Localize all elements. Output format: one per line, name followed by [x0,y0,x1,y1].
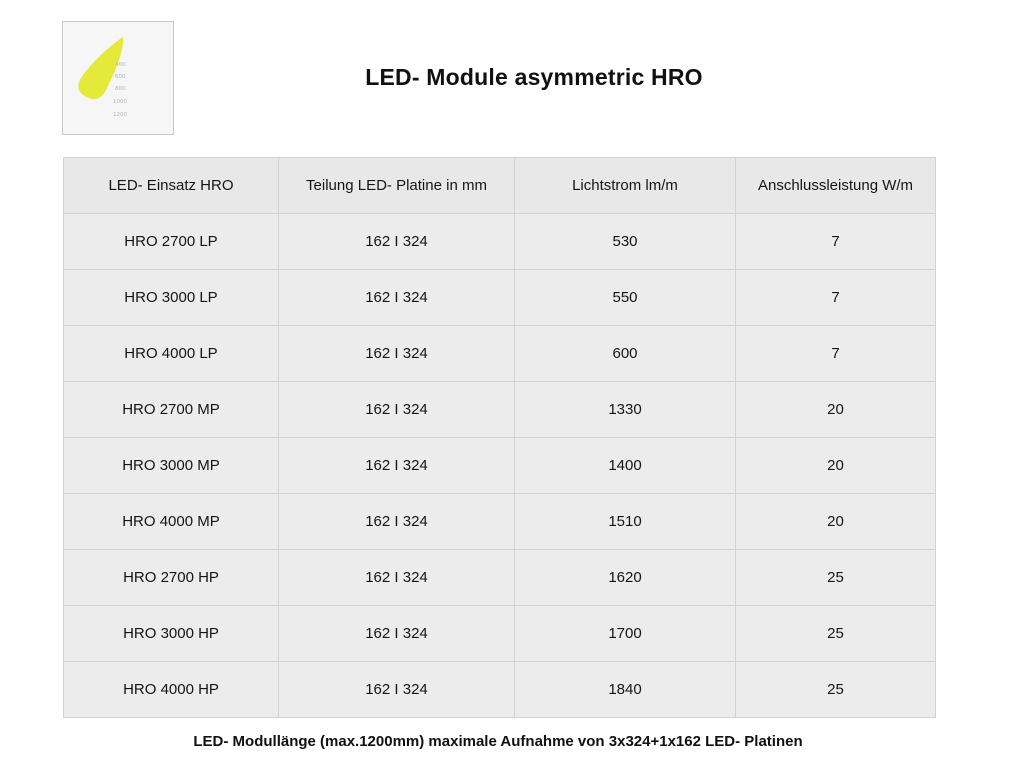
thumbnail-label-800: 800 [115,86,126,92]
table-cell: 20 [736,494,936,550]
table-cell: 25 [736,550,936,606]
table-cell: 162 I 324 [279,550,515,606]
thumbnail-label-1000: 1000 [113,99,127,105]
table-cell: 1510 [515,494,736,550]
column-header-anschlussleistung: Anschlussleistung W/m [736,158,936,214]
table-cell: 1400 [515,438,736,494]
table-cell: HRO 4000 LP [64,326,279,382]
table-cell: 1620 [515,550,736,606]
table-cell: 550 [515,270,736,326]
table-row [64,326,936,382]
column-header-led-einsatz: LED- Einsatz HRO [64,158,279,214]
table-cell: HRO 2700 LP [64,214,279,270]
column-header-teilung: Teilung LED- Platine in mm [279,158,515,214]
table-cell: 7 [736,214,936,270]
table-row [64,606,936,662]
table-cell: 25 [736,662,936,718]
table-cell: 162 I 324 [279,382,515,438]
page-title: LED- Module asymmetric HRO [365,64,703,90]
table-row [64,494,936,550]
table-cell: HRO 3000 MP [64,438,279,494]
table-cell: 7 [736,326,936,382]
thumbnail-label-600: 600 [115,74,126,80]
table-cell: 162 I 324 [279,494,515,550]
table-cell: 1840 [515,662,736,718]
footnote: LED- Modullänge (max.1200mm) maximale Aufnahme von 3x324+1x162 LED- Platinen [193,733,803,750]
table-cell: 162 I 324 [279,438,515,494]
table-cell: 1700 [515,606,736,662]
table-cell: HRO 4000 MP [64,494,279,550]
table-row [64,438,936,494]
column-header-lichtstrom: Lichtstrom lm/m [515,158,736,214]
led-module-table [63,157,936,718]
table-header-row [64,158,936,214]
table-cell: HRO 3000 HP [64,606,279,662]
table-cell: HRO 3000 LP [64,270,279,326]
table-row [64,382,936,438]
table-cell: 20 [736,382,936,438]
table-cell: 530 [515,214,736,270]
table-cell: 1330 [515,382,736,438]
table-row [64,270,936,326]
table-cell: HRO 4000 HP [64,662,279,718]
table-cell: 25 [736,606,936,662]
table-cell: HRO 2700 HP [64,550,279,606]
table-cell: 7 [736,270,936,326]
table-row [64,214,936,270]
table-cell: HRO 2700 MP [64,382,279,438]
thumbnail-label-1200: 1200 [113,112,127,118]
table-cell: 162 I 324 [279,662,515,718]
table-cell: 162 I 324 [279,270,515,326]
table-cell: 162 I 324 [279,606,515,662]
table-row [64,550,936,606]
table-row [64,662,936,718]
table-cell: 162 I 324 [279,214,515,270]
thumbnail-label-400: 400 [115,62,126,68]
table-cell: 162 I 324 [279,326,515,382]
table-cell: 20 [736,438,936,494]
table-cell: 600 [515,326,736,382]
